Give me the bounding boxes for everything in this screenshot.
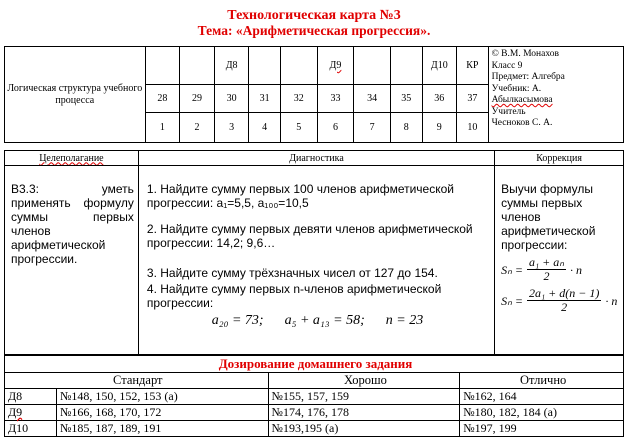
meta-subject: Предмет: Алгебра	[491, 72, 565, 82]
goal-text: В3.3: уметь применять формулу суммы первых членов арифметической прогрессии.	[11, 182, 134, 266]
sum-formula-1: Sₙ = $\frac{\text{a₁ + aₙ}}{2}$ · n	[501, 255, 583, 283]
level-cell: Д10	[5, 421, 57, 437]
section-correction: Коррекция	[495, 151, 624, 166]
condition-a20: a₂₀ = 73;	[211, 313, 264, 328]
task-4: 4. Найдите сумму первых n-членов арифметической прогрессии:	[146, 282, 442, 310]
task-1: 1. Найдите сумму первых 100 членов арифметической прогрессии: a₁=5,5, a₁₀₀=10,5	[146, 182, 454, 210]
marker-cell: Д8	[214, 47, 249, 85]
lesson-index: 3	[214, 113, 249, 143]
goal-cell	[5, 166, 139, 355]
meta-textbook-author: Абылкасымова	[491, 95, 553, 105]
good-cell: №155, 157, 159	[268, 389, 460, 405]
lesson-number: 31	[249, 85, 280, 113]
standard-cell: №166, 168, 170, 172	[56, 405, 268, 421]
marker-cell	[354, 47, 391, 85]
lesson-number: 35	[391, 85, 422, 113]
good-cell: №174, 176, 178	[268, 405, 460, 421]
diagnostics-cell	[138, 166, 494, 355]
section-diagnostics: Диагностика	[138, 151, 494, 166]
lesson-structure-table	[4, 46, 624, 143]
meta-author: © В.М. Монахов	[491, 49, 559, 59]
section-header-row	[4, 150, 624, 166]
lesson-index: 4	[249, 113, 280, 143]
marker-cell	[249, 47, 280, 85]
lesson-number: 37	[457, 85, 488, 113]
lesson-number: 32	[280, 85, 317, 113]
lesson-index: 5	[280, 113, 317, 143]
excellent-cell: №197, 199	[460, 421, 624, 437]
card-meta	[488, 47, 623, 143]
card-topic: Тема: «Арифметическая прогрессия».	[197, 23, 431, 38]
col-good: Хорошо	[268, 373, 460, 389]
lesson-index: 8	[391, 113, 422, 143]
meta-teacher-name: Чесноков С. А.	[491, 118, 553, 128]
col-standard: Стандарт	[5, 373, 269, 389]
meta-teacher-label: Учитель	[491, 106, 526, 117]
standard-cell: №148, 150, 152, 153 (а)	[56, 389, 268, 405]
homework-table	[4, 355, 624, 437]
lesson-number: 34	[354, 85, 391, 113]
task-2: 2. Найдите сумму первых девяти членов арифметической прогрессии: 14,2; 9,6…	[146, 222, 473, 250]
marker-cell	[280, 47, 317, 85]
standard-cell: №185, 187, 189, 191	[56, 421, 268, 437]
card-title: Технологическая карта №3	[227, 8, 401, 23]
marker-cell: Д10	[422, 47, 457, 85]
lesson-index: 7	[354, 113, 391, 143]
lesson-index: 10	[457, 113, 488, 143]
lesson-index: 1	[145, 113, 180, 143]
marker-cell	[391, 47, 422, 85]
lesson-number: 29	[180, 85, 215, 113]
main-content-table	[4, 165, 624, 355]
table-row	[5, 405, 624, 421]
table-row	[5, 389, 624, 405]
sum-formula-2: Sₙ = $\frac{\text{2a₁ + d(n − 1)}}{2}$ · n	[501, 286, 618, 314]
lesson-number: 28	[145, 85, 180, 113]
lesson-index: 9	[422, 113, 457, 143]
task-1-values: a₁=5,5, a₁₀₀=10,5	[216, 196, 309, 210]
meta-grade: Класс 9	[491, 60, 523, 71]
condition-n: n = 23	[385, 313, 424, 328]
marker-cell	[317, 47, 354, 85]
table-row	[5, 421, 624, 437]
task-3: 3. Найдите сумму трёхзначных чисел от 127 до 154.	[146, 266, 438, 280]
correction-cell	[495, 166, 624, 355]
task-4-conditions	[147, 314, 488, 328]
homework-title: Дозирование домашнего задания	[5, 356, 624, 373]
lesson-number: 33	[317, 85, 354, 113]
col-excellent: Отлично	[460, 373, 624, 389]
level-cell: Д9	[5, 405, 57, 421]
marker-cell	[145, 47, 180, 85]
good-cell: №193,195 (а)	[268, 421, 460, 437]
lesson-number: 36	[422, 85, 457, 113]
lesson-number: 30	[214, 85, 249, 113]
lesson-index: 2	[180, 113, 215, 143]
marker-cell	[180, 47, 215, 85]
correction-text: Выучи формулы суммы первых членов арифметической прогрессии:	[501, 182, 596, 252]
meta-textbook: Учебник: А.	[491, 83, 542, 94]
logic-structure-label: Логическая структура учебного процесса	[5, 47, 146, 143]
level-cell: Д8	[5, 389, 57, 405]
section-goal: Целеполагание	[5, 151, 139, 166]
excellent-cell: №162, 164	[460, 389, 624, 405]
marker-d9: Д9	[329, 60, 342, 71]
lesson-index: 6	[317, 113, 354, 143]
marker-cell: КР	[457, 47, 488, 85]
excellent-cell: №180, 182, 184 (а)	[460, 405, 624, 421]
condition-a5-a13: a₅ + a₁₃ = 58;	[284, 313, 365, 328]
